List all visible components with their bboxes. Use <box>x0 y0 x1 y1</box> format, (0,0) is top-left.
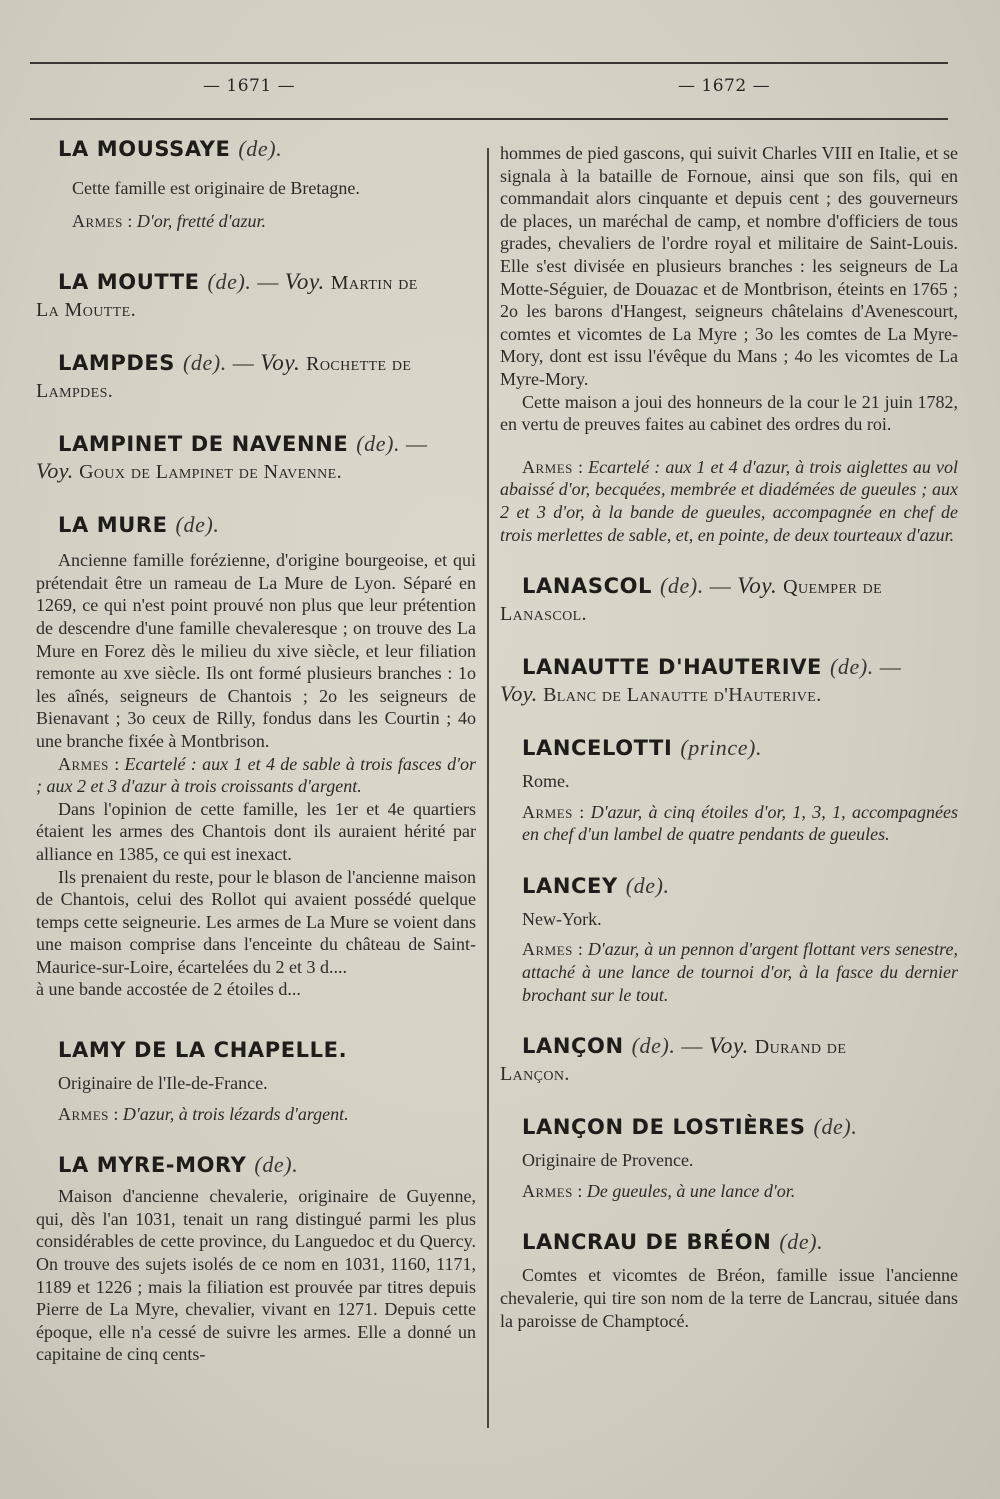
entry-text: Comtes et vicomtes de Bréon, famille issue l'ancienne chevalerie, qui tire son nom de la terre de Lancrau, située dans la paroisse de Champtocé. <box>500 1265 958 1331</box>
header-rule <box>30 118 948 120</box>
entry-reference: Voy. Goux de Lampinet de Navenne. <box>36 458 342 484</box>
entry-lancey <box>500 872 958 1006</box>
entry-armes: Armes : De gueules, à une lance d'or. <box>522 1180 796 1201</box>
entry-armes: Armes : D'azur, à un pennon d'argent flottant vers senestre, attaché à une lance de tournoi d'or, à la fasce du dernier brochant sur le tout. <box>522 939 958 1005</box>
entry-armes: Armes : D'azur, à cinq étoiles d'or, 1, 3, 1, accompagnées en chef d'un lambel de quatre pendants de gueules. <box>522 801 958 845</box>
entry-text: Maison d'ancienne chevalerie, originaire de Guyenne, qui, dès l'an 1031, tenait un rang distingué parmi les plus considérables de cette province, du Languedoc et du Quercy. On trouve des sujets isolés de ce nom en 1031, 1160, 1171, 1189 et 1226 ; mais la filiation est prouvée par titres depuis Pierre de La Myre, chevalier, vivant en 1271. Depuis cette époque, elle n'a cessé de suivre les armes. Elle a donné un capitaine de cinq cents- <box>36 1186 476 1365</box>
entry-heading: LANAUTTE D'HAUTERIVE (de). — <box>522 654 902 680</box>
entry-origin: New-York. <box>522 908 602 929</box>
entry-armes: Armes : D'azur, à trois lézards d'argent. <box>58 1103 349 1124</box>
entry-la-myre-mory-continued <box>500 142 958 546</box>
entry-heading: LA MURE (de). <box>58 512 220 538</box>
entry-heading: LA MOUTTE (de). — Voy. Martin de <box>58 269 418 295</box>
entry-reference-continued: Lampdes. <box>36 380 114 403</box>
entry-lancon-de-lostieres <box>500 1113 958 1202</box>
right-page-number: — 1672 — <box>678 76 771 96</box>
entry-lancrau-de-breon <box>500 1228 958 1332</box>
entry-text: Ancienne famille forézienne, d'origine bourgeoise, et qui prétendait être un rameau de La Mure de Lyon. Séparé en 1269, ce qui n'est point prouvé non plus que leur prétention de descendre d'une famille chevaleresque ; on trouve des La Mure en Forez dès le milieu du xive siècle, et leur filiation remonte au xve siècle. Ils ont formé plusieurs branches : 1o les aînés, seigneurs de Chantois ; 2o les seigneurs de Bienavant ; 3o ceux de Rilly, fondus dans les Courtin ; 4o une branche fixée à Montbrison. <box>36 550 476 751</box>
entry-origin: Originaire de Provence. <box>522 1150 694 1171</box>
top-rule <box>30 62 948 64</box>
entry-lamy-de-la-chapelle <box>36 1037 476 1125</box>
entry-heading: LA MYRE-MORY (de). <box>58 1152 299 1178</box>
entry-lancelotti <box>500 734 958 846</box>
column-divider <box>487 148 489 1428</box>
entry-armes: Armes : Ecartelé : aux 1 et 4 d'azur, à trois aiglettes au vol abaissé d'or, becquées, membrée et diadémées de gueules ; aux 2 et 3 d'or, à la bande de gueules, accompagnée en chef de trois merlettes de sable, et, en pointe, de deux tourteaux d'azur. <box>500 456 958 545</box>
entry-text: à une bande accostée de 2 étoiles d... <box>36 979 301 1000</box>
entry-heading: LANCELOTTI (prince). <box>522 735 763 761</box>
entry-lampinet-de-navenne <box>36 430 476 485</box>
left-column <box>36 135 476 1366</box>
entry-lampdes <box>36 349 476 404</box>
entry-origin: Originaire de l'Ile-de-France. <box>58 1073 268 1094</box>
entry-armes: Armes : Ecartelé : aux 1 et 4 de sable à trois fasces d'or ; aux 2 et 3 d'azur à trois croissants d'argent. <box>36 753 476 797</box>
entry-heading: LANASCOL (de). — Voy. Quemper de <box>522 573 883 599</box>
entry-reference-continued: Lançon. <box>500 1063 570 1086</box>
entry-la-moussaye <box>36 135 476 232</box>
left-page-number: — 1671 — <box>203 76 296 96</box>
right-column <box>500 142 958 1332</box>
entry-armes: Armes : D'or, fretté d'azur. <box>72 210 266 231</box>
entry-heading: LANÇON (de). — Voy. Durand de <box>522 1033 847 1059</box>
entry-reference: Voy. Blanc de Lanautte d'Hauterive. <box>500 681 822 707</box>
entry-la-mure <box>36 511 476 1001</box>
entry-origin: Rome. <box>522 771 570 792</box>
entry-lancon <box>500 1032 958 1087</box>
entry-heading: LANÇON DE LOSTIÈRES (de). <box>522 1114 858 1140</box>
entry-heading: LANCRAU DE BRÉON (de). <box>522 1229 824 1255</box>
entry-heading: LA MOUSSAYE (de). <box>58 136 283 161</box>
entry-origin: Cette famille est originaire de Bretagne. <box>72 178 360 198</box>
entry-heading: LAMPINET DE NAVENNE (de). — <box>58 431 428 457</box>
entry-la-myre-mory <box>36 1151 476 1366</box>
entry-heading: LAMPDES (de). — Voy. Rochette de <box>58 350 412 376</box>
entry-text: Cette maison a joui des honneurs de la cour le 21 juin 1782, en vertu de preuves faites au cabinet des ordres du roi. <box>500 391 958 435</box>
entry-heading: LAMY DE LA CHAPELLE. <box>58 1038 348 1063</box>
entry-reference-continued: La Moutte. <box>36 299 136 322</box>
entry-reference-continued: Lanascol. <box>500 603 587 626</box>
entry-text: Dans l'opinion de cette famille, les 1er et 4e quartiers étaient les armes des Chantois dont ils auraient hérité par alliance en 1385, ce qui est inexact. <box>36 798 476 864</box>
entry-lanascol <box>500 572 958 627</box>
entry-text: Ils prenaient du reste, pour le blason de l'ancienne maison de Chantois, celui des Rollot qui avaient possédé quelque temps cette seigneurie. Les armes de La Mure se voient dans une maison comprise dans l'enceinte du château de Saint-Maurice-sur-Loire, écartelées du 2 et 3 d.... <box>36 866 476 977</box>
entry-lanautte-dhauterive <box>500 653 958 708</box>
entry-text: hommes de pied gascons, qui suivit Charles VIII en Italie, et se signala à la bataille de Fornoue, ainsi que son fils, qui en commandait alors cinquante et depuis cent ; des gouverneurs de places, un maréchal de camp, et nombre d'officiers de tous grades, chevaliers de l'ordre royal et militaire de Saint-Louis. Elle s'est divisée en plusieurs branches : les seigneurs de La Motte-Séguier, de Douazac et de Montbrison, éteints en 1765 ; 2o les barons d'Hangest, seigneurs châtelains d'Avenescourt, comtes et vicomtes de La Myre ; 3o les comtes de La Myre-Mory, dont est issu l'évêque du Mans ; 4o les vicomtes de La Myre-Mory. <box>500 143 958 389</box>
entry-la-moutte <box>36 268 476 323</box>
entry-heading: LANCEY (de). <box>522 872 670 898</box>
